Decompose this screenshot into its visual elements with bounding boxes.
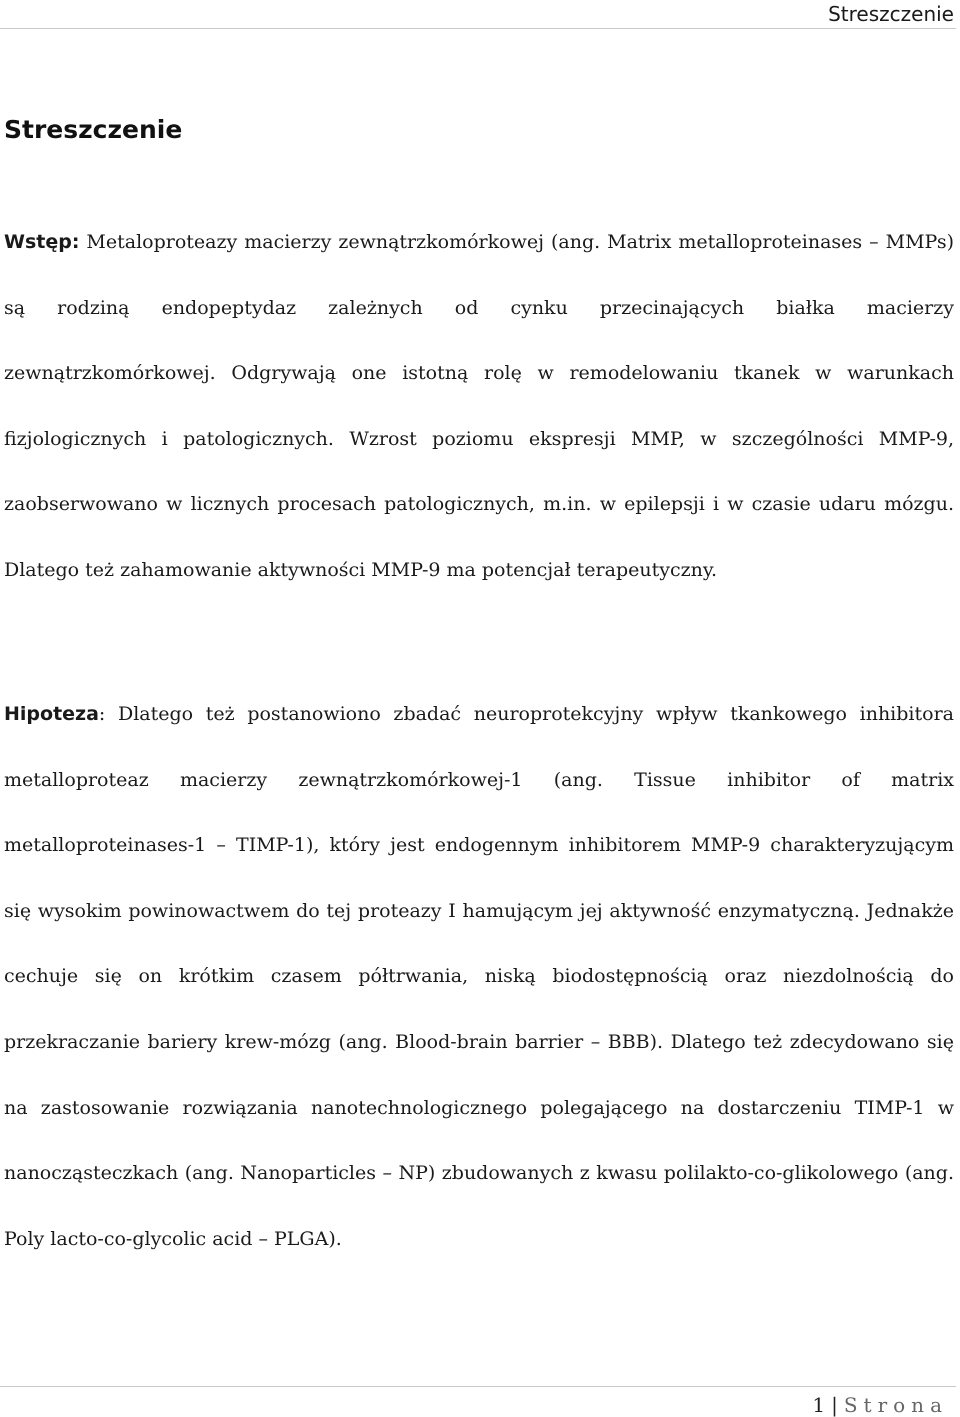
page-separator: | (831, 1393, 838, 1417)
running-header (0, 0, 956, 29)
intro-text: Metaloproteazy macierzy zewnątrzkomórkowej (ang. Matrix metalloproteinases – MMPs) są rodziną endopeptydaz zależnych od cynku przecinających białka macierzy zewnątrzkomórkowej. Odgrywają one istotną rolę w remodelowaniu tkanek w warunkach fizjologicznych i patologicznych. Wzrost poziomu ekspresji MMP, w szczególności MMP-9, zaobserwowano w licznych procesach patologicznych, m.in. w epilepsji i w czasie udaru mózgu. Dlatego też zahamowanie aktywności MMP-9 ma potencjał terapeutyczny. (4, 231, 954, 581)
page-indicator (812, 1393, 948, 1417)
running-footer (0, 1386, 956, 1416)
hypothesis-label: Hipoteza (4, 703, 99, 725)
page-number: 1 (812, 1393, 826, 1417)
hypothesis-paragraph (4, 682, 954, 1272)
intro-label: Wstęp: (4, 231, 80, 253)
intro-paragraph (4, 210, 954, 604)
hypothesis-text: : Dlatego też postanowiono zbadać neuroprotekcyjny wpływ tkankowego inhibitora metalloproteaz macierzy zewnątrzkomórkowej-1 (ang. Tissue inhibitor of matrix metalloproteinases-1 – TIMP-1), który jest endogennym inhibitorem MMP-9 charakteryzującym się wysokim powinowactwem do tej proteazy I hamującym jej aktywność enzymatyczną. Jednakże cechuje się on krótkim czasem półtrwania, niską biodostępnością oraz niezdolnością do przekraczanie bariery krew-mózg (ang. Blood-brain barrier – BBB). Dlatego też zdecydowano się na zastosowanie rozwiązania nanotechnologicznego polegającego na dostarczeniu TIMP-1 w nanocząsteczkach (ang. Nanoparticles – NP) zbudowanych z kwasu polilakto-co-glikolowego (ang. Poly lacto-co-glycolic acid – PLGA). (4, 703, 954, 1250)
page-word: Strona (843, 1393, 948, 1417)
running-header-title: Streszczenie (828, 2, 954, 26)
page-title: Streszczenie (4, 115, 183, 144)
